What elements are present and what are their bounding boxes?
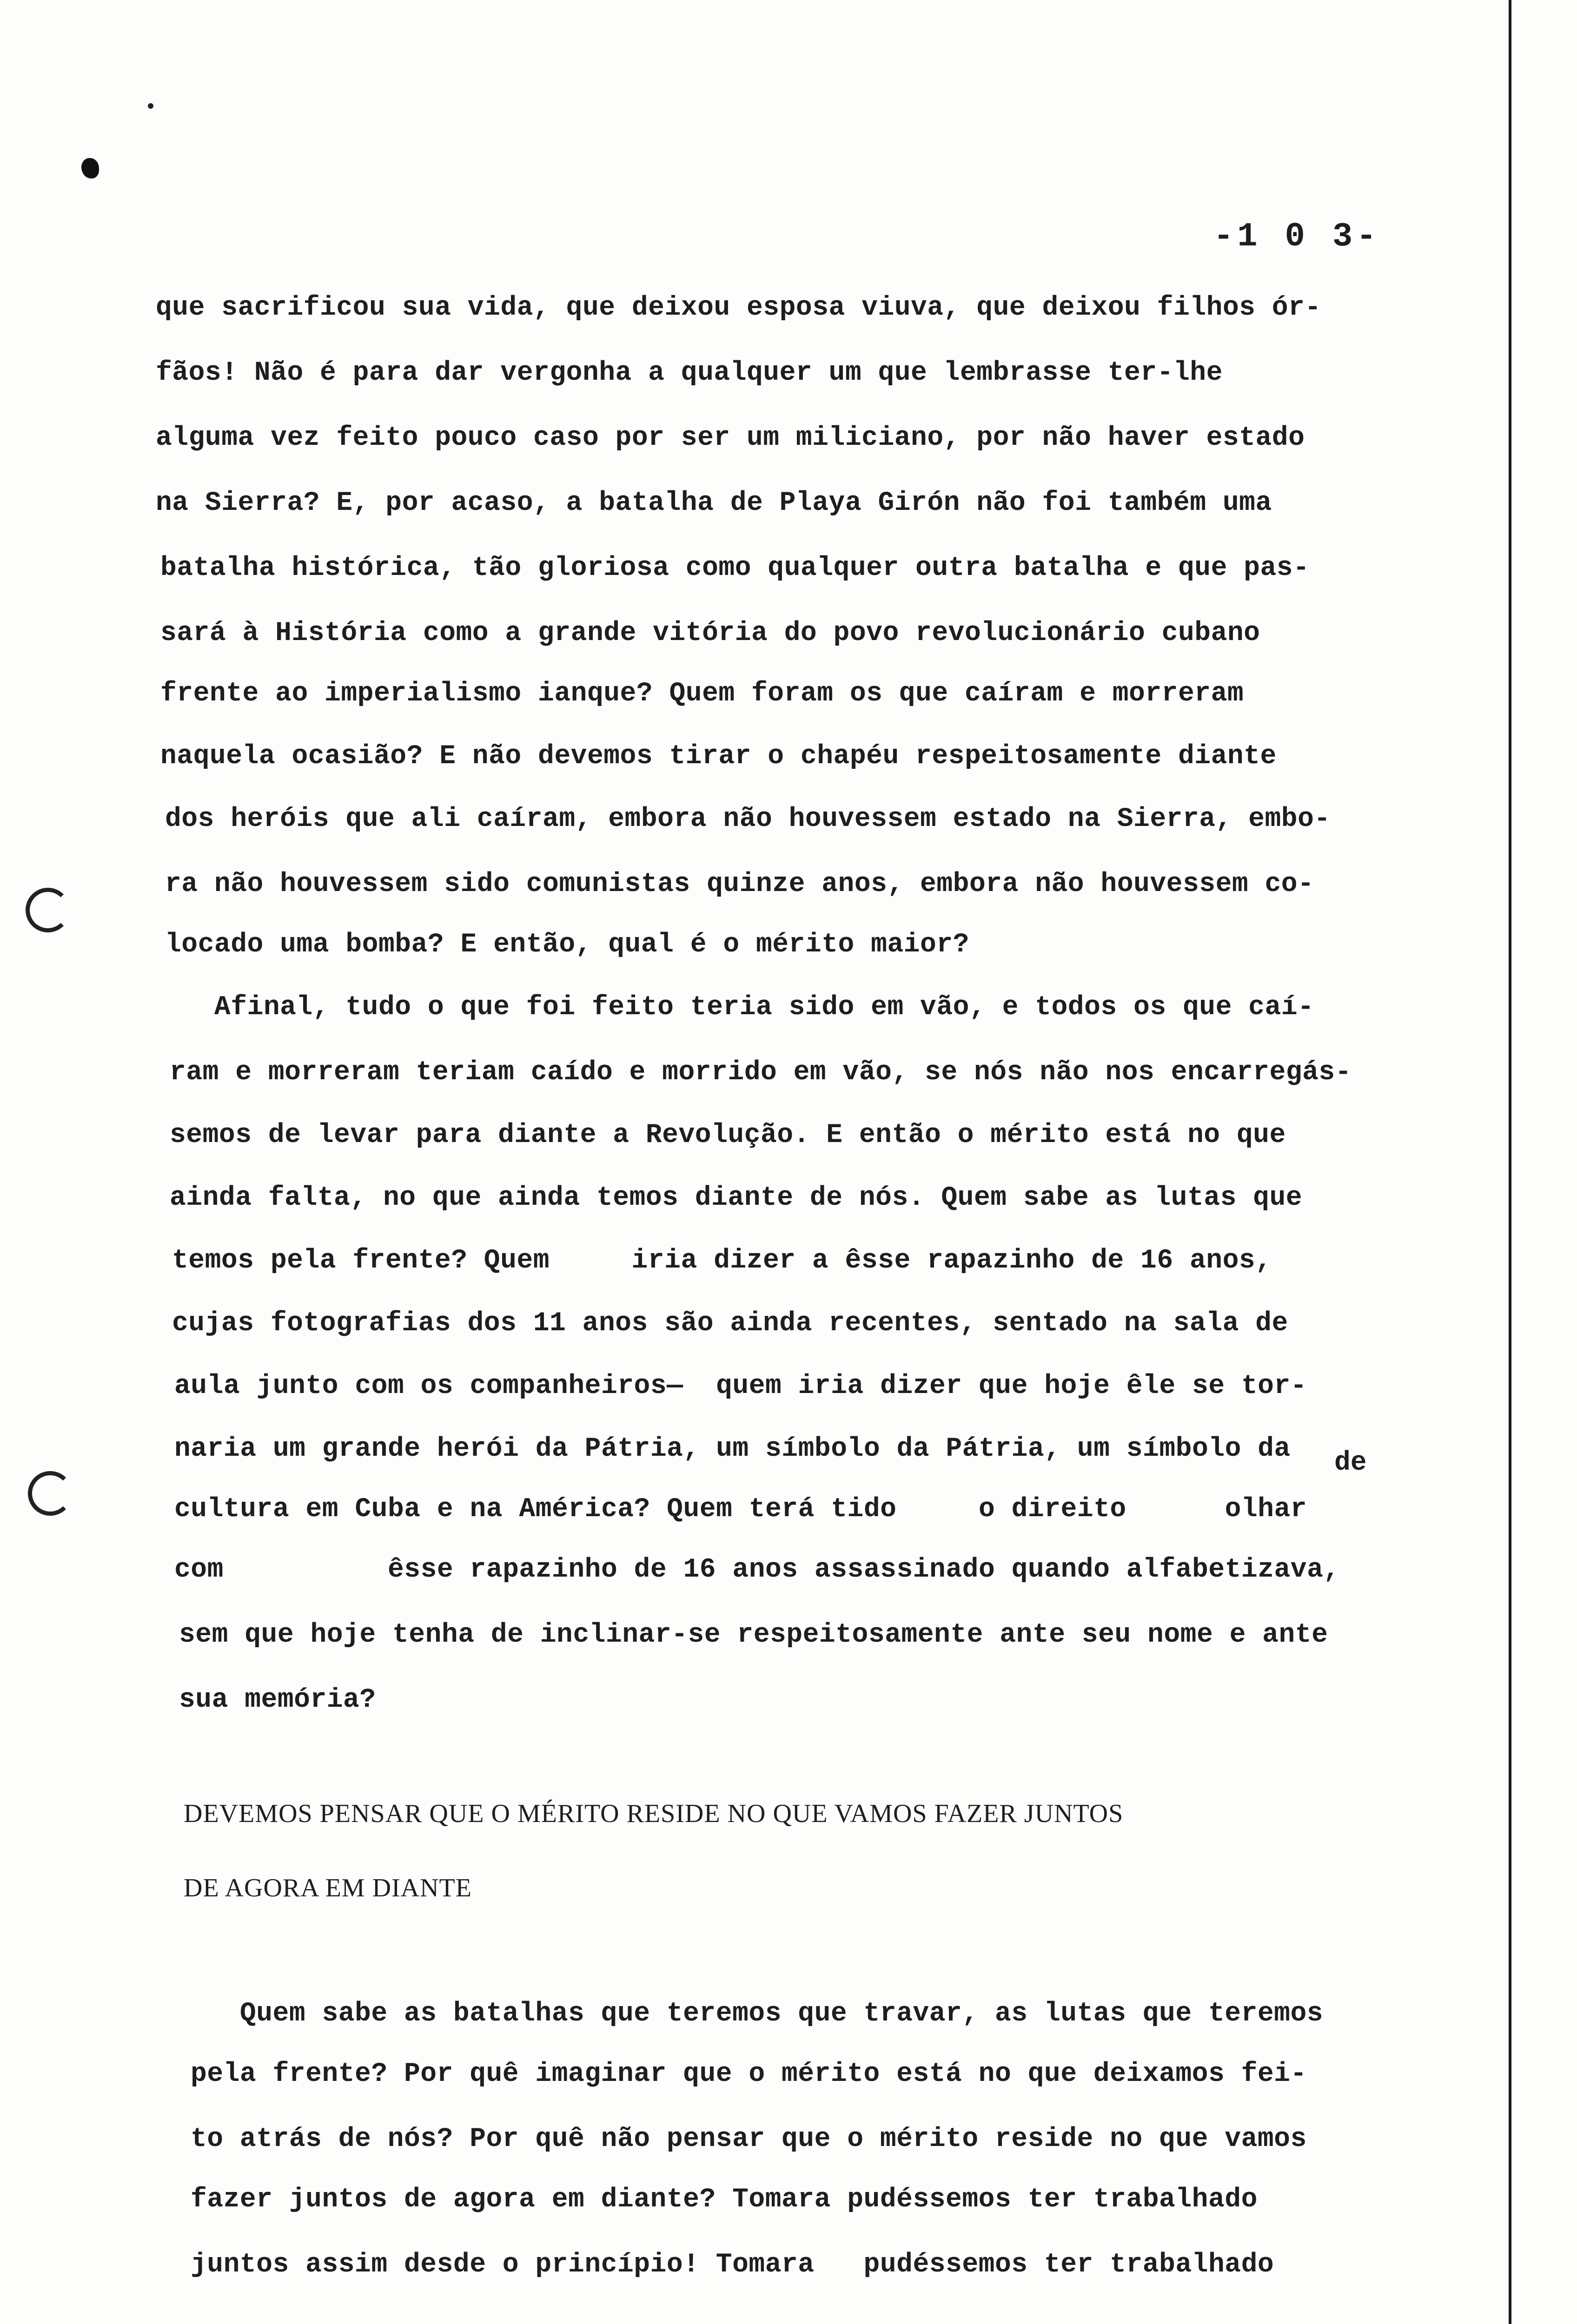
paragraph-3-line: pela frente? Por quê imaginar que o mérito está no que deixamos fei- — [191, 2059, 1307, 2089]
interlinear-insert: de — [1334, 1448, 1367, 1478]
paragraph-2-line: sem que hoje tenha de inclinar-se respeitosamente ante seu nome e ante — [179, 1620, 1328, 1650]
right-margin-rule — [1509, 0, 1511, 2324]
paragraph-2-line: temos pela frente? Quem iria dizer a êsse rapazinho de 16 anos, — [172, 1246, 1272, 1276]
paragraph-3-line: Quem sabe as batalhas que teremos que travar, as lutas que teremos — [191, 1999, 1324, 2029]
paragraph-2-line: naria um grande herói da Pátria, um símbolo da Pátria, um símbolo da — [174, 1434, 1291, 1464]
paragraph-1-line: na Sierra? E, por acaso, a batalha de Playa Girón não foi também uma — [156, 488, 1272, 518]
paragraph-2-line: com êsse rapazinho de 16 anos assassinado quando alfabetizava, — [174, 1555, 1340, 1585]
binder-hole-icon — [26, 888, 70, 932]
paragraph-1-line: locado uma bomba? E então, qual é o mérito maior? — [165, 930, 969, 960]
paragraph-1-line: alguma vez feito pouco caso por ser um miliciano, por não haver estado — [156, 423, 1305, 453]
paragraph-1-line: frente ao imperialismo ianque? Quem foram os que caíram e morreram — [160, 679, 1244, 709]
paragraph-3-line: fazer juntos de agora em diante? Tomara pudéssemos ter trabalhado — [191, 2185, 1258, 2215]
paragraph-1-line: que sacrificou sua vida, que deixou esposa viuva, que deixou filhos ór- — [156, 293, 1321, 323]
paragraph-2-line: ainda falta, no que ainda temos diante de nós. Quem sabe as lutas que — [170, 1183, 1303, 1213]
paragraph-1-line: ra não houvessem sido comunistas quinze anos, embora não houvessem co- — [165, 869, 1314, 899]
paragraph-2-line: aula junto com os companheiros— quem iria dizer que hoje êle se tor- — [174, 1371, 1307, 1401]
paragraph-2-line: cujas fotografias dos 11 anos são ainda recentes, sentado na sala de — [172, 1308, 1288, 1339]
paragraph-1-line: dos heróis que ali caíram, embora não houvessem estado na Sierra, embo- — [165, 804, 1331, 834]
binder-hole-icon — [28, 1471, 73, 1516]
paragraph-1-line: sará à História como a grande vitória do povo revolucionário cubano — [160, 618, 1260, 648]
ink-blot — [81, 158, 99, 178]
paragraph-2-line: ram e morreram teriam caído e morrido em vão, se nós não nos encarregás- — [170, 1057, 1352, 1088]
paragraph-1-line: naquela ocasião? E não devemos tirar o chapéu respeitosamente diante — [160, 741, 1277, 772]
section-heading: DEVEMOS PENSAR QUE O MÉRITO RESIDE NO QUE VAMOS FAZER JUNTOS — [184, 1799, 1124, 1828]
paragraph-2-line: Afinal, tudo o que foi feito teria sido em vão, e todos os que caí- — [165, 992, 1314, 1023]
paragraph-2-line: semos de levar para diante a Revolução. E então o mérito está no que — [170, 1120, 1286, 1150]
paragraph-3-line: to atrás de nós? Por quê não pensar que o mérito reside no que vamos — [191, 2124, 1307, 2154]
section-heading: DE AGORA EM DIANTE — [184, 1874, 472, 1902]
paragraph-1-line: batalha histórica, tão gloriosa como qualquer outra batalha e que pas- — [160, 553, 1310, 583]
paragraph-3-line: juntos assim desde o princípio! Tomara pudéssemos ter trabalhado — [191, 2250, 1274, 2280]
paragraph-2-line: sua memória? — [179, 1685, 376, 1715]
paragraph-2-line: cultura em Cuba e na América? Quem terá tido o direito olhar — [174, 1494, 1307, 1525]
page-number: -1 0 3- — [1213, 218, 1380, 256]
ink-dot — [148, 103, 153, 109]
paragraph-1-line: fãos! Não é para dar vergonha a qualquer um que lembrasse ter-lhe — [156, 358, 1223, 388]
